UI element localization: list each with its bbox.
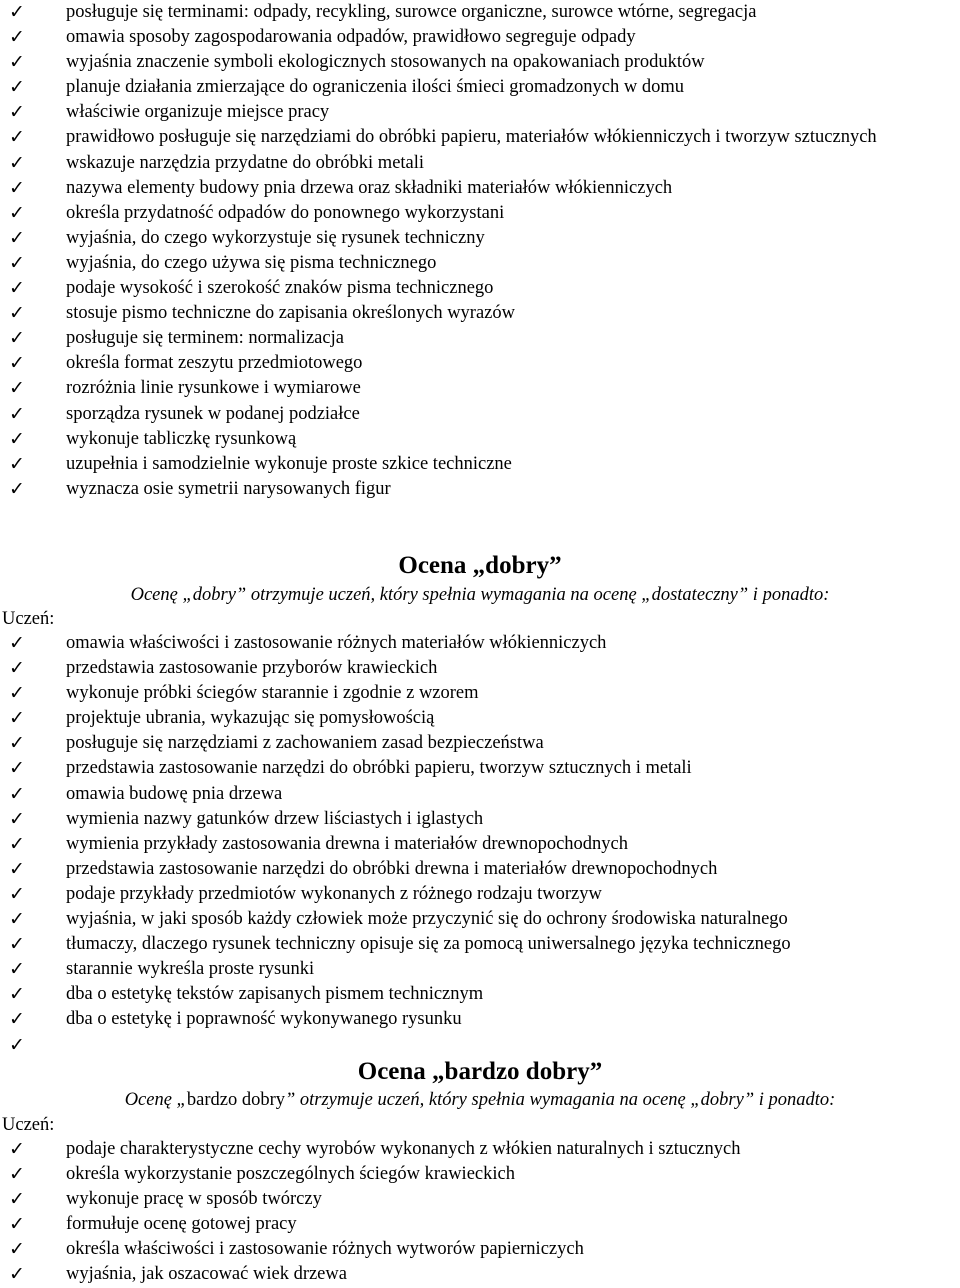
checkmark-icon: ✓	[9, 757, 25, 780]
subtitle-part-1: Ocenę „	[124, 1090, 187, 1110]
checkmark-icon: ✓	[9, 427, 25, 450]
list-item	[0, 326, 960, 351]
list-item	[0, 932, 960, 957]
requirements-list-bardzo-dobry	[0, 1137, 960, 1288]
list-item	[0, 1137, 960, 1162]
list-item-text: wyjaśnia, w jaki sposób każdy człowiek może przyczynić się do ochrony środowiska naturalnego	[66, 909, 788, 930]
list-item	[0, 857, 960, 882]
list-item-text: omawia właściwości i zastosowanie różnych materiałów włókienniczych	[66, 633, 607, 653]
list-item	[0, 25, 960, 50]
subtitle-part-2: ” otrzymuje uczeń, który spełnia wymagania na ocenę „dobry” i ponadto:	[284, 1090, 836, 1110]
checkmark-icon: ✓	[9, 882, 25, 905]
checkmark-icon: ✓	[9, 857, 25, 880]
checkmark-icon: ✓	[9, 782, 25, 805]
list-item-text: nazywa elementy budowy pnia drzewa oraz składniki materiałów włókienniczych	[66, 177, 673, 198]
list-item-text: określa wykorzystanie poszczególnych ściegów krawieckich	[66, 1164, 515, 1185]
checkmark-icon: ✓	[9, 958, 25, 981]
checkmark-icon: ✓	[9, 933, 25, 956]
list-item-text: formułuje ocenę gotowej pracy	[66, 1214, 297, 1235]
list-item	[0, 376, 960, 401]
section-subtitle-bardzo-dobry	[0, 1088, 960, 1112]
list-item-text: sporządza rysunek w podanej podziałce	[66, 403, 360, 424]
list-item-text: wykonuje próbki ściegów starannie i zgodnie z wzorem	[66, 683, 479, 704]
list-item	[0, 351, 960, 376]
list-item-text: wymienia nazwy gatunków drzew liściastych i iglastych	[66, 808, 484, 829]
section-heading-bardzo-dobry: Ocena „bardzo dobry”	[357, 1058, 603, 1085]
list-item-text: wymienia przykłady zastosowania drewna i materiałów drewnopochodnych	[66, 833, 629, 854]
list-item	[0, 301, 960, 326]
checkmark-icon: ✓	[9, 76, 25, 99]
list-item	[0, 477, 960, 502]
list-item-text: tłumaczy, dlaczego rysunek techniczny opisuje się za pomocą uniwersalnego języka technicznego	[66, 934, 791, 955]
list-item	[0, 125, 960, 150]
checkmark-icon: ✓	[9, 1138, 25, 1160]
list-item-text: rozróżnia linie rysunkowe i wymiarowe	[66, 378, 361, 399]
checkmark-icon: ✓	[9, 126, 25, 149]
list-item-text: podaje przykłady przedmiotów wykonanych z różnego rodzaju tworzyw	[66, 883, 602, 904]
checkmark-icon: ✓	[9, 983, 25, 1006]
list-item-text: wykonuje pracę w sposób twórczy	[66, 1189, 322, 1210]
checkmark-icon: ✓	[9, 1238, 25, 1261]
checkmark-icon: ✓	[9, 682, 25, 705]
checkmark-icon: ✓	[9, 1263, 25, 1286]
checkmark-icon: ✓	[9, 908, 25, 931]
section-subtitle-dobry: Ocenę „dobry” otrzymuje uczeń, który spełnia wymagania na ocenę „dostateczny” i ponadto:	[130, 585, 830, 605]
checkmark-icon: ✓	[9, 402, 25, 425]
list-item-text: omawia budowę pnia drzewa	[66, 783, 283, 804]
checkmark-icon: ✓	[9, 201, 25, 224]
checkmark-icon: ✓	[9, 832, 25, 855]
requirements-list-basic	[0, 0, 960, 502]
checkmark-icon: ✓	[9, 1213, 25, 1236]
list-item-text: przedstawia zastosowanie narzędzi do obróbki drewna i materiałów drewnopochodnych	[66, 858, 718, 879]
list-item-text: określa właściwości i zastosowanie różnych wytworów papierniczych	[66, 1239, 584, 1260]
checkmark-icon: ✓	[9, 51, 25, 74]
list-item-text: projektuje ubrania, wykazując się pomysłowością	[66, 708, 435, 729]
checkmark-icon: ✓	[9, 327, 25, 350]
list-item-text: starannie wykreśla proste rysunki	[66, 959, 315, 980]
checkmark-icon: ✓	[9, 1033, 25, 1056]
list-item-text: określa format zeszytu przedmiotowego	[66, 353, 363, 374]
checkmark-icon: ✓	[9, 101, 25, 124]
checkmark-icon: ✓	[9, 151, 25, 174]
list-item	[0, 832, 960, 857]
checkmark-icon: ✓	[9, 251, 25, 274]
list-item	[0, 882, 960, 907]
list-item	[0, 1262, 960, 1287]
checkmark-icon: ✓	[9, 477, 25, 500]
student-label-bardzo-dobry: Uczeń:	[2, 1115, 55, 1135]
list-item-text: prawidłowo posługuje się narzędziami do obróbki papieru, materiałów włókienniczych i tworzyw sztucznych	[66, 127, 877, 148]
checkmark-icon: ✓	[9, 657, 25, 680]
list-item-text: właściwie organizuje miejsce pracy	[66, 102, 330, 123]
checkmark-icon: ✓	[9, 26, 25, 49]
checkmark-icon: ✓	[9, 732, 25, 755]
list-item	[0, 957, 960, 982]
checkmark-icon: ✓	[9, 277, 25, 300]
checkmark-icon: ✓	[9, 302, 25, 325]
list-item-text: uzupełnia i samodzielnie wykonuje proste szkice techniczne	[66, 453, 512, 474]
list-item	[0, 631, 960, 656]
list-item	[0, 402, 960, 427]
list-item	[0, 100, 960, 125]
list-item-text: posługuje się narzędziami z zachowaniem zasad bezpieczeństwa	[66, 733, 544, 754]
list-item	[0, 656, 960, 681]
list-item	[0, 1162, 960, 1187]
list-item-text: przedstawia zastosowanie przyborów krawieckich	[66, 658, 438, 679]
list-item	[0, 151, 960, 176]
list-item	[0, 0, 960, 25]
list-item	[0, 201, 960, 226]
list-item-text: wyznacza osie symetrii narysowanych figur	[66, 478, 391, 499]
section-heading-dobry: Ocena „dobry”	[398, 552, 562, 579]
checkmark-icon: ✓	[9, 176, 25, 199]
list-item	[0, 75, 960, 100]
requirements-list-dobry	[0, 631, 960, 1056]
checkmark-icon: ✓	[9, 632, 25, 654]
list-item-text: stosuje pismo techniczne do zapisania określonych wyrazów	[66, 303, 516, 324]
checkmark-icon: ✓	[9, 226, 25, 249]
list-item-text: podaje charakterystyczne cechy wyrobów wykonanych z włókien naturalnych i sztucznych	[66, 1139, 741, 1159]
list-item-text: podaje wysokość i szerokość znaków pisma technicznego	[66, 278, 494, 299]
list-item	[0, 706, 960, 731]
student-label-dobry: Uczeń:	[2, 609, 55, 629]
list-item	[0, 1212, 960, 1237]
list-item	[0, 251, 960, 276]
list-item	[0, 276, 960, 301]
list-item-text: dba o estetykę i poprawność wykonywanego rysunku	[66, 1009, 462, 1030]
list-item	[0, 1187, 960, 1212]
list-item-text: wyjaśnia, do czego wykorzystuje się rysunek techniczny	[66, 227, 485, 248]
checkmark-icon: ✓	[9, 707, 25, 730]
list-item	[0, 1237, 960, 1262]
list-item-text: przedstawia zastosowanie narzędzi do obróbki papieru, tworzyw sztucznych i metali	[66, 758, 692, 779]
list-item-text: planuje działania zmierzające do ograniczenia ilości śmieci gromadzonych w domu	[66, 77, 684, 98]
list-item-text: posługuje się terminem: normalizacja	[66, 328, 344, 349]
subtitle-grade-plain: bardzo dobry	[186, 1090, 285, 1110]
list-item-text: określa przydatność odpadów do ponownego wykorzystani	[66, 202, 505, 223]
list-item-text: dba o estetykę tekstów zapisanych pismem technicznym	[66, 984, 484, 1005]
list-item-text: wyjaśnia znaczenie symboli ekologicznych stosowanych na opakowaniach produktów	[66, 52, 705, 73]
checkmark-icon: ✓	[9, 1008, 25, 1031]
checkmark-icon: ✓	[9, 1163, 25, 1186]
checkmark-icon: ✓	[9, 452, 25, 475]
list-item	[0, 731, 960, 756]
list-item	[0, 452, 960, 477]
list-item	[0, 756, 960, 781]
list-item-text: omawia sposoby zagospodarowania odpadów, prawidłowo segreguje odpady	[66, 27, 636, 48]
list-item-text: wyjaśnia, do czego używa się pisma technicznego	[66, 252, 437, 273]
list-item-text: wyjaśnia, jak oszacować wiek drzewa	[66, 1264, 347, 1285]
list-item-text: posługuje się terminami: odpady, recykling, surowce organiczne, surowce wtórne, segregacja	[66, 2, 757, 22]
list-item	[0, 807, 960, 832]
checkmark-icon: ✓	[9, 377, 25, 400]
checkmark-icon: ✓	[9, 352, 25, 375]
list-item	[0, 1007, 960, 1032]
list-item	[0, 176, 960, 201]
checkmark-icon: ✓	[9, 807, 25, 830]
list-item	[0, 50, 960, 75]
list-item	[0, 681, 960, 706]
list-item	[0, 907, 960, 932]
checkmark-icon: ✓	[9, 1, 25, 23]
list-item-text: wskazuje narzędzia przydatne do obróbki metali	[66, 152, 425, 173]
list-item	[0, 782, 960, 807]
list-item-text: wykonuje tabliczkę rysunkową	[66, 428, 297, 449]
list-item	[0, 427, 960, 452]
list-item	[0, 226, 960, 251]
checkmark-icon: ✓	[9, 1188, 25, 1211]
list-item	[0, 982, 960, 1007]
